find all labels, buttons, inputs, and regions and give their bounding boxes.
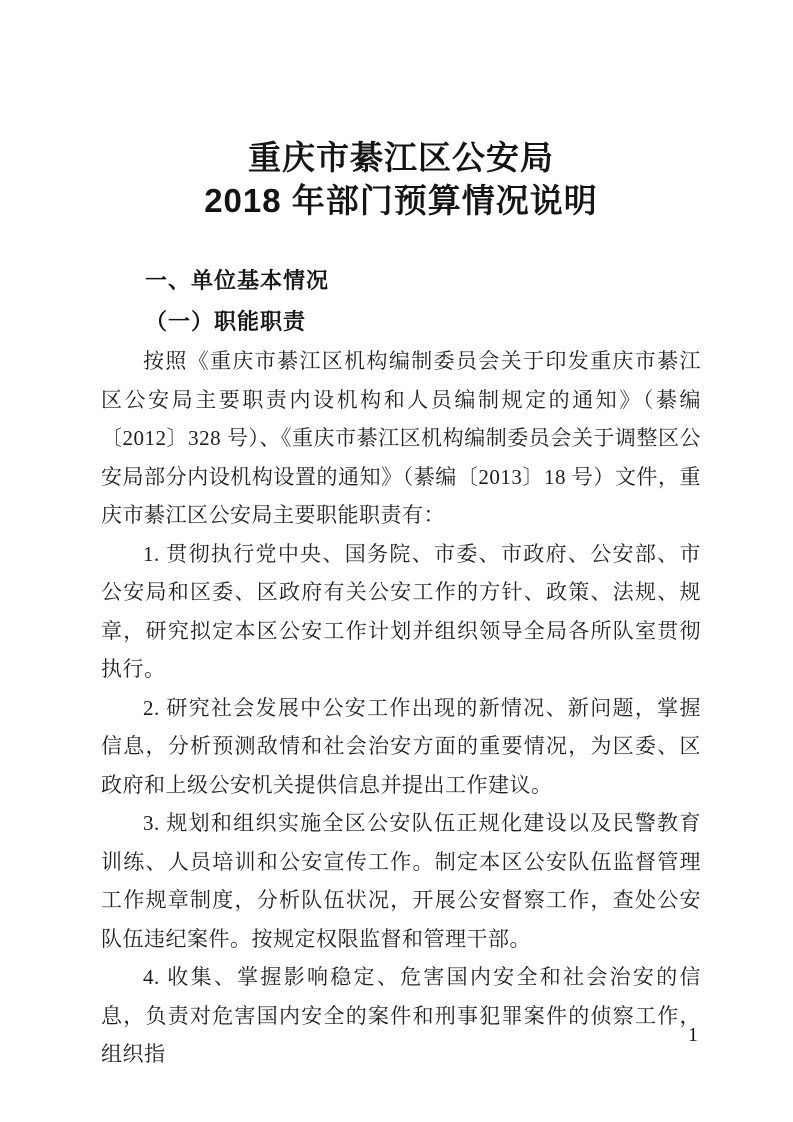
document-title: [101, 136, 701, 222]
section-heading: 一、单位基本情况: [145, 268, 330, 293]
paragraph-item-3: 3. 规划和组织实施全区公安队伍正规化建设以及民警教育训练、人员培训和公安宣传工作。制定本区公安队伍监督管理工作规章制度，分析队伍状况，开展公安督察工作，查处公安队伍违纪案件。按规定权限监督和管理干部。: [101, 811, 701, 951]
paragraph-item-2: 2. 研究社会发展中公安工作出现的新情况、新问题，掌握信息，分析预测敌情和社会治安方面的重要情况，为区委、区政府和上级公安机关提供信息并提出工作建议。: [101, 695, 701, 797]
page-number: 1: [688, 1024, 698, 1046]
document-title-line1: 重庆市綦江区公安局: [248, 139, 554, 176]
paragraph-item-1: 1. 贯彻执行党中央、国务院、市委、市政府、公安部、市公安局和区委、区政府有关公安工作的方针、政策、法规、规章，研究拟定本区公安工作计划并组织领导全局各所队室贯彻执行。: [101, 541, 701, 681]
paragraph-item-4: 4. 收集、掌握影响稳定、危害国内安全和社会治安的信息，负责对危害国内安全的案件和刑事犯罪案件的侦察工作，组织指: [101, 965, 701, 1066]
subsection-heading: （一）职能职责: [145, 309, 307, 334]
document-title-line2: 2018 年部门预算情况说明: [204, 182, 598, 219]
paragraph-intro: 按照《重庆市綦江区机构编制委员会关于印发重庆市綦江区公安局主要职责内设机构和人员编制规定的通知》（綦编〔2012〕328 号）、《重庆市綦江区机构编制委员会关于调整区公安局部分内设机构设置的通知》（綦编〔2013〕18 号）文件，重庆市綦江区公安局主要职能职责有：: [101, 349, 701, 527]
